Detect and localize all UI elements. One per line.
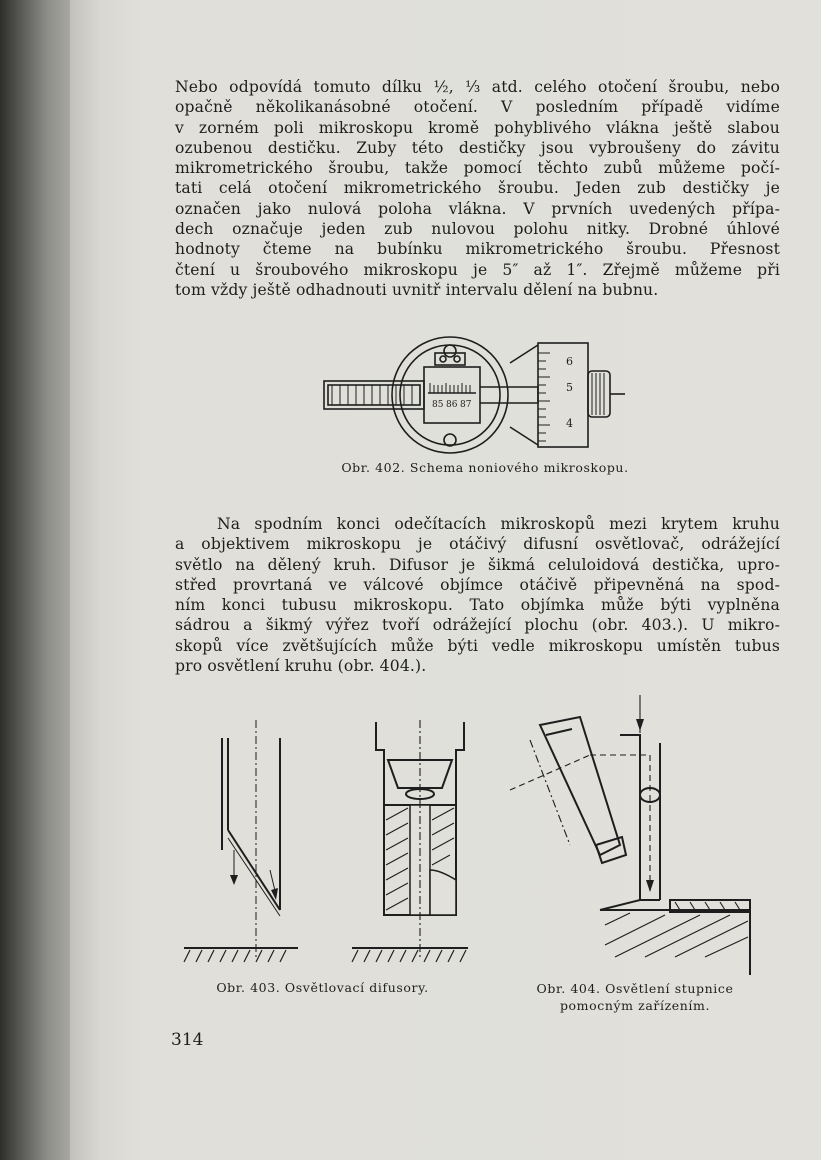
drum-label: 5 [566,381,573,394]
figure-403-diffuser-a [180,720,300,970]
scale-label: 85 [432,400,444,410]
text-line: dech označuje jeden zub nulovou polohu nitky. Drobné úhlové [175,220,780,239]
text-line: Nebo odpovídá tomuto dílku ½, ⅓ atd. celého otočení šroubu, nebo [175,78,780,96]
figure-402-caption: Obr. 402. Schema noniového mikroskopu. [341,460,629,475]
text-line: Na spodním konci odečítacích mikroskopů mezi krytem kruhu [217,515,780,533]
figure-404-caption [495,980,775,1014]
text-line: střed provrtaná ve válcové objímce otáčivě připevněná na spod- [175,575,780,594]
drum-label: 6 [566,355,573,368]
page-number: 314 [171,1030,204,1050]
text-line: a objektivem mikroskopu je otáčivý difusní osvětlovač, odrážející [175,535,780,554]
caption-line: pomocným zařízením. [559,998,711,1013]
paragraph-1 [175,77,780,300]
binding-shadow [0,0,80,1160]
text-line: tati celá otočení mikrometrického šroubu. Jeden zub destičky je [175,179,780,198]
figure-403-diffuser-b [350,720,470,970]
text-line: pro osvětlení kruhu (obr. 404.). [175,657,427,676]
caption-line: Obr. 404. Osvětlení stupnice [536,981,734,996]
figure-404-auxiliary-illumination [500,695,760,975]
text-line: sádrou a šikmý výřez tvoří odrážející plochu (obr. 403.). U mikro- [175,616,780,635]
text-line: čtení u šroubového mikroskopu je 5″ až 1″. Zřejmě můžeme při [175,260,780,279]
scale-label: 86 [446,400,458,410]
drum-label: 4 [566,417,573,430]
text-line: v zorném poli mikroskopu kromě pohyblivého vlákna ještě slabou [175,118,780,137]
text-line: hodnoty čteme na bubínku mikrometrického šroubu. Přesnost [175,240,780,259]
scale-label: 87 [460,400,472,410]
text-line: tom vždy ještě odhadnouti uvnitř intervalu dělení na bubnu. [175,280,659,299]
text-line: světlo na dělený kruh. Difusor je šikmá celuloidová destička, upro- [175,555,780,574]
text-line: skopů více zvětšujících může býti vedle mikroskopu umístěn tubus [175,636,780,655]
text-line: mikrometrického šroubu, takže pomocí těchto zubů můžeme počí- [175,159,780,178]
figure-403-caption: Obr. 403. Osvětlovací difusory. [216,980,429,995]
text-line: ním konci tubusu mikroskopu. Tato objímka může býti vyplněna [175,596,780,615]
text-line: označen jako nulová poloha vlákna. V prvních uvedených přípa- [175,199,780,218]
paragraph-2 [175,514,780,676]
figure-402-micrometer-microscope [320,335,650,457]
text-line: opačně několikanásobné otočení. V posledním případě vidíme [175,98,780,117]
text-line: ozubenou destičku. Zuby této destičky jsou vybroušeny do závitu [175,138,780,157]
